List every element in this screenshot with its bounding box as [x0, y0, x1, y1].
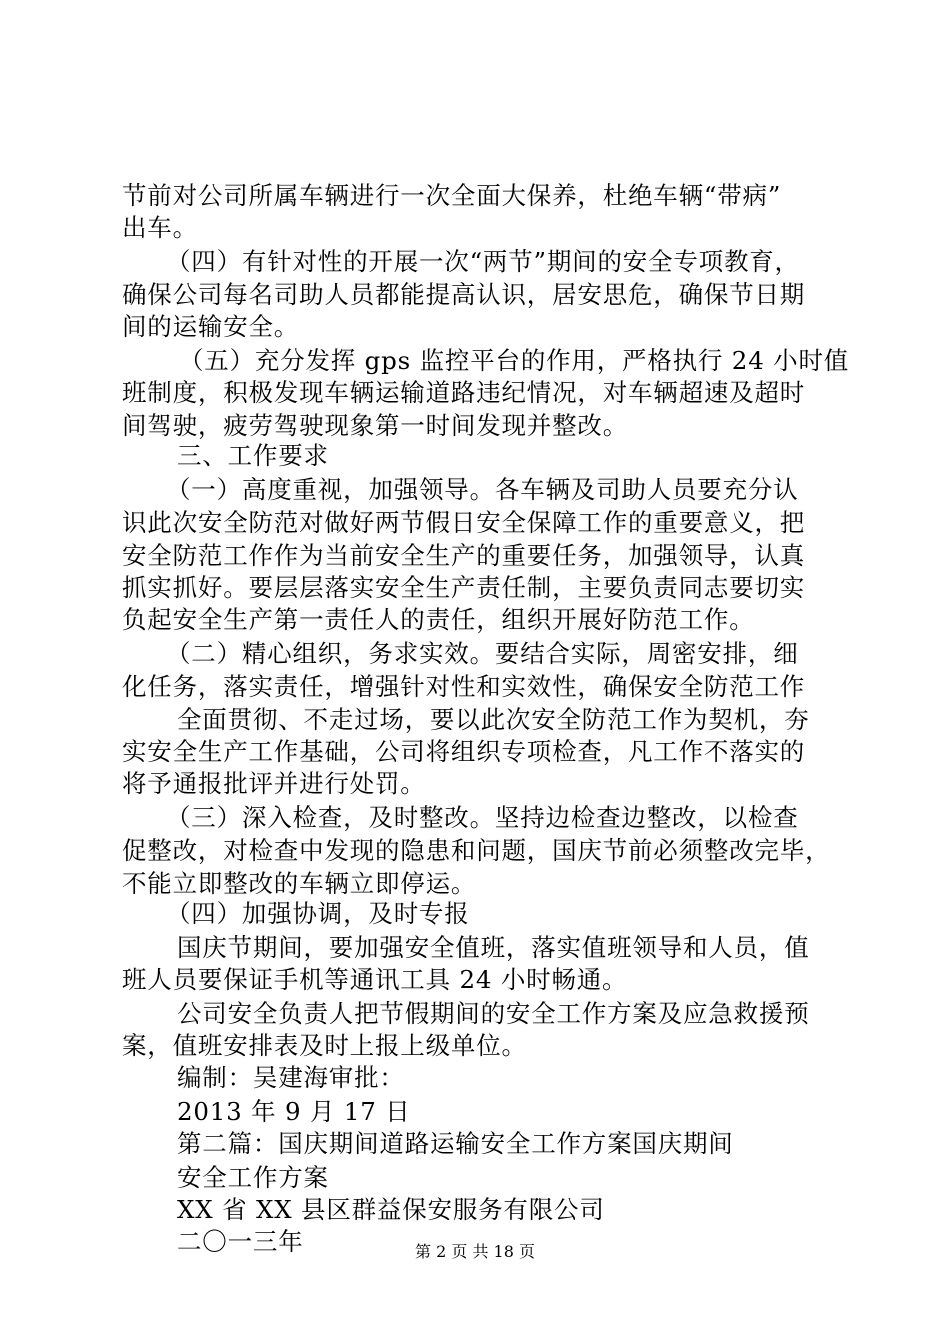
text-line: 化任务，落实责任，增强针对性和实效性，确保安全防范工作: [122, 672, 806, 701]
section-heading: 三、工作要求: [177, 441, 329, 470]
page-footer: 第 2 页 共 18 页: [415, 1242, 535, 1261]
text-line: （四）有针对性的开展一次“两节”期间的安全专项教育，: [166, 247, 800, 276]
text-line: （一）高度重视，加强领导。各车辆及司助人员要充分认: [166, 475, 799, 504]
date-line: 2013 年 9 月 17 日: [177, 1097, 411, 1126]
text-line: 国庆节期间，要加强安全值班，落实值班领导和人员，值: [177, 933, 810, 962]
text-line: （三）深入检查，及时整改。坚持边检查边整改，以检查: [166, 803, 799, 832]
chapter-title: 第二篇：国庆期间道路运输安全工作方案国庆期间: [177, 1129, 734, 1158]
text-line: 实安全生产工作基础，公司将组织专项检查，凡工作不落实的: [122, 737, 806, 766]
text-line: 确保公司每名司助人员都能提高认识，居安思危，确保节日期: [122, 280, 806, 309]
text-line: 安全防范工作作为当前安全生产的重要任务，加强领导，认真: [122, 541, 806, 570]
text-line: 促整改，对检查中发现的隐患和问题，国庆节前必须整改完毕，: [122, 836, 831, 865]
text-line: 出车。: [122, 213, 198, 242]
company-name: XX 省 XX 县区群益保安服务有限公司: [177, 1195, 605, 1224]
text-line: 全面贯彻、不走过场，要以此次安全防范工作为契机，夯: [177, 705, 810, 734]
year-line: 二〇一三年: [177, 1227, 304, 1256]
text-line: 公司安全负责人把节假期间的安全工作方案及应急救援预: [177, 999, 810, 1028]
text-line: 负起安全生产第一责任人的责任，组织开展好防范工作。: [122, 605, 755, 634]
text-line: 间驾驶，疲劳驾驶现象第一时间发现并整改。: [122, 411, 628, 440]
text-line: 抓实抓好。要层层落实安全生产责任制，主要负责同志要切实: [122, 573, 806, 602]
text-line: 案，值班安排表及时上报上级单位。: [122, 1031, 527, 1060]
editor-approver-line: 编制：吴建海审批：: [177, 1063, 405, 1092]
text-line: 将予通报批评并进行处罚。: [122, 769, 426, 798]
text-line: 间的运输安全。: [122, 312, 300, 341]
text-line: 安全工作方案: [177, 1163, 329, 1192]
text-line: （四）加强协调，及时专报: [166, 899, 470, 928]
text-line: 班人员要保证手机等通讯工具 24 小时畅通。: [122, 965, 628, 994]
text-line: 识此次安全防范对做好两节假日安全保障工作的重要意义，把: [122, 508, 806, 537]
text-line: 节前对公司所属车辆进行一次全面大保养，杜绝车辆“带病”: [122, 181, 782, 210]
text-line: （五）充分发挥 gps 监控平台的作用，严格执行 24 小时值: [179, 346, 850, 375]
text-line: 不能立即整改的车辆立即停运。: [122, 869, 477, 898]
text-line: （二）精心组织，务求实效。要结合实际，周密安排，细: [166, 639, 799, 668]
text-line: 班制度，积极发现车辆运输道路违纪情况，对车辆超速及超时: [122, 378, 806, 407]
